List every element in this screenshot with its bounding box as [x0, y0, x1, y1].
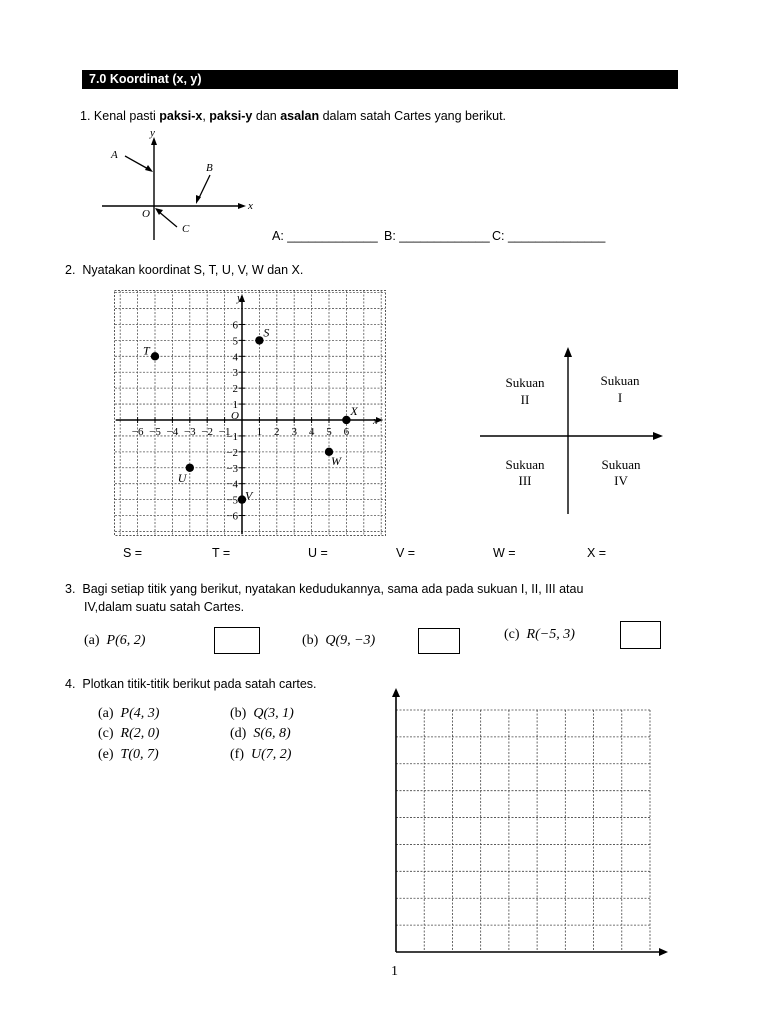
- q2-point-label-w: W: [331, 453, 341, 468]
- q2-text: Nyatakan koordinat S, T, U, V, W dan X.: [82, 263, 304, 277]
- quadrant-3-numeral: III: [518, 473, 532, 488]
- q4-text: Plotkan titik-titik berikut pada satah cartes.: [82, 677, 317, 691]
- q1-answer-b[interactable]: B: _____________: [384, 229, 490, 243]
- q1-text-part: dan: [252, 109, 281, 123]
- quadrant-2-label: Sukuan: [505, 375, 545, 390]
- q2-x-label: x: [373, 416, 378, 427]
- q2-answer-x[interactable]: X =: [587, 546, 607, 560]
- q4-heading: [65, 677, 317, 691]
- q1-text-part: dalam satah Cartes yang berikut.: [319, 109, 507, 123]
- q1-text-part: paksi-x: [159, 109, 203, 123]
- q2-y-tick-label: 1: [232, 399, 238, 412]
- q2-answer-v[interactable]: V =: [396, 546, 416, 560]
- q4-item-f: (f) U(7, 2): [230, 747, 292, 762]
- q4-y-arrow: [392, 688, 400, 697]
- q2-x-tick-label: 3: [291, 426, 297, 438]
- q4-plot-grid[interactable]: [380, 686, 670, 960]
- quadrant-4-label: Sukuan: [601, 457, 641, 472]
- quadrant-diagram: [475, 342, 670, 517]
- q1-text-part: Kenal pasti: [93, 109, 160, 123]
- q2-point-x: [342, 416, 350, 424]
- q2-point-label-t: T: [143, 343, 150, 358]
- q3-text-line2: IV,dalam suatu satah Cartes.: [84, 600, 245, 614]
- q2-y-tick-label: −6: [226, 510, 238, 523]
- q4-item-d: (d) S(6, 8): [230, 726, 291, 741]
- q2-x-tick-label: −1: [218, 426, 231, 438]
- q2-heading: [65, 263, 303, 277]
- q2-answer-w[interactable]: W =: [493, 546, 516, 560]
- q1-text-part: asalan: [280, 109, 320, 123]
- q2-y-tick-label: −2: [226, 446, 238, 459]
- q2-point-label-u: U: [177, 470, 187, 485]
- q2-y-tick-label: −1: [226, 430, 238, 443]
- q2-coordinate-grid: [114, 290, 386, 536]
- q2-y-tick-label: 5: [232, 335, 238, 348]
- q2-x-tick-label: −3: [183, 426, 196, 438]
- q4-number: 4.: [65, 677, 76, 691]
- q4-item-e: (e) T(0, 7): [98, 747, 159, 762]
- q1-text-part: paksi-y: [209, 109, 253, 123]
- q2-origin-label: O: [231, 410, 239, 422]
- q1-heading: [80, 109, 506, 123]
- quadrant-3-label: Sukuan: [505, 457, 545, 472]
- q2-point-s: [255, 336, 263, 344]
- q2-y-tick-label: −3: [226, 462, 238, 475]
- q1-label-b: B: [206, 162, 213, 174]
- q4-item-c: (c) R(2, 0): [98, 726, 160, 741]
- q1-text: [94, 109, 506, 123]
- quadrant-y-arrow: [564, 347, 572, 357]
- q1-number: 1.: [80, 109, 91, 123]
- quadrant-2-numeral: II: [520, 392, 530, 407]
- q3-heading: [65, 582, 583, 596]
- q2-x-tick-label: 5: [326, 426, 332, 438]
- q3-answer-box-c[interactable]: [620, 621, 661, 649]
- q2-y-tick-label: 4: [232, 351, 238, 364]
- q2-answer-u[interactable]: U =: [308, 546, 328, 560]
- q2-point-label-s: S: [263, 325, 270, 340]
- q3-item-b: (b) Q(9, −3): [302, 633, 376, 648]
- q1-origin-label: O: [142, 208, 150, 220]
- q2-x-tick-label: 4: [308, 426, 315, 438]
- q3-text-line1: Bagi setiap titik yang berikut, nyatakan kedudukannya, sama ada pada sukuan I, II, III atau: [82, 582, 584, 596]
- section-title-bar: [82, 70, 678, 89]
- q1-answer-a[interactable]: A: _____________: [272, 229, 378, 243]
- q3-number: 3.: [65, 582, 76, 596]
- q2-point-label-x: X: [350, 404, 358, 418]
- q4-x-arrow: [659, 948, 668, 956]
- q2-y-tick-label: −5: [226, 494, 238, 507]
- q1-y-label: y: [150, 128, 155, 139]
- q1-text-part: ,: [202, 109, 210, 123]
- q4-item-a: (a) P(4, 3): [98, 706, 160, 721]
- q3-item-a: (a) P(6, 2): [84, 633, 146, 648]
- q2-answer-s[interactable]: S =: [123, 546, 143, 560]
- q2-y-tick-label: 3: [232, 367, 238, 380]
- q2-x-tick-label: 6: [343, 426, 350, 438]
- q2-point-label-v: V: [245, 488, 253, 503]
- q2-x-tick-label: −6: [131, 426, 144, 438]
- q2-answer-t[interactable]: T =: [212, 546, 231, 560]
- q1-label-a: A: [111, 149, 118, 161]
- q2-point-u: [186, 464, 194, 472]
- q2-x-tick-label: 1: [256, 426, 263, 438]
- q1-x-arrow: [238, 203, 246, 209]
- q1-answer-c[interactable]: C: ______________: [492, 229, 606, 243]
- q2-x-tick-label: −2: [201, 426, 214, 438]
- quadrant-1-label: Sukuan: [600, 373, 640, 388]
- q1-label-c: C: [182, 223, 190, 235]
- q2-y-label: y: [237, 292, 242, 304]
- q2-point-t: [151, 352, 159, 360]
- q2-x-tick-label: −4: [166, 426, 179, 438]
- q2-x-tick-label: −5: [149, 426, 161, 438]
- q2-y-tick-label: −4: [226, 478, 238, 491]
- q2-y-tick-label: 2: [232, 383, 238, 396]
- q4-item-b: (b) Q(3, 1): [230, 706, 294, 721]
- quadrant-x-arrow: [653, 432, 663, 440]
- q3-item-c: (c) R(−5, 3): [504, 627, 575, 642]
- quadrant-1-numeral: I: [617, 390, 623, 405]
- q1-x-label: x: [248, 200, 253, 212]
- quadrant-4-numeral: IV: [614, 473, 628, 488]
- section-title: 7.0 Koordinat (x, y): [89, 72, 202, 86]
- q2-y-tick-label: 6: [232, 319, 238, 332]
- page-number: 1: [391, 964, 398, 979]
- q3-answer-box-a[interactable]: [214, 627, 260, 654]
- q1-axes-diagram: [95, 128, 265, 246]
- q2-x-tick-label: 2: [274, 426, 280, 438]
- q2-number: 2.: [65, 263, 76, 277]
- q3-answer-box-b[interactable]: [418, 628, 460, 654]
